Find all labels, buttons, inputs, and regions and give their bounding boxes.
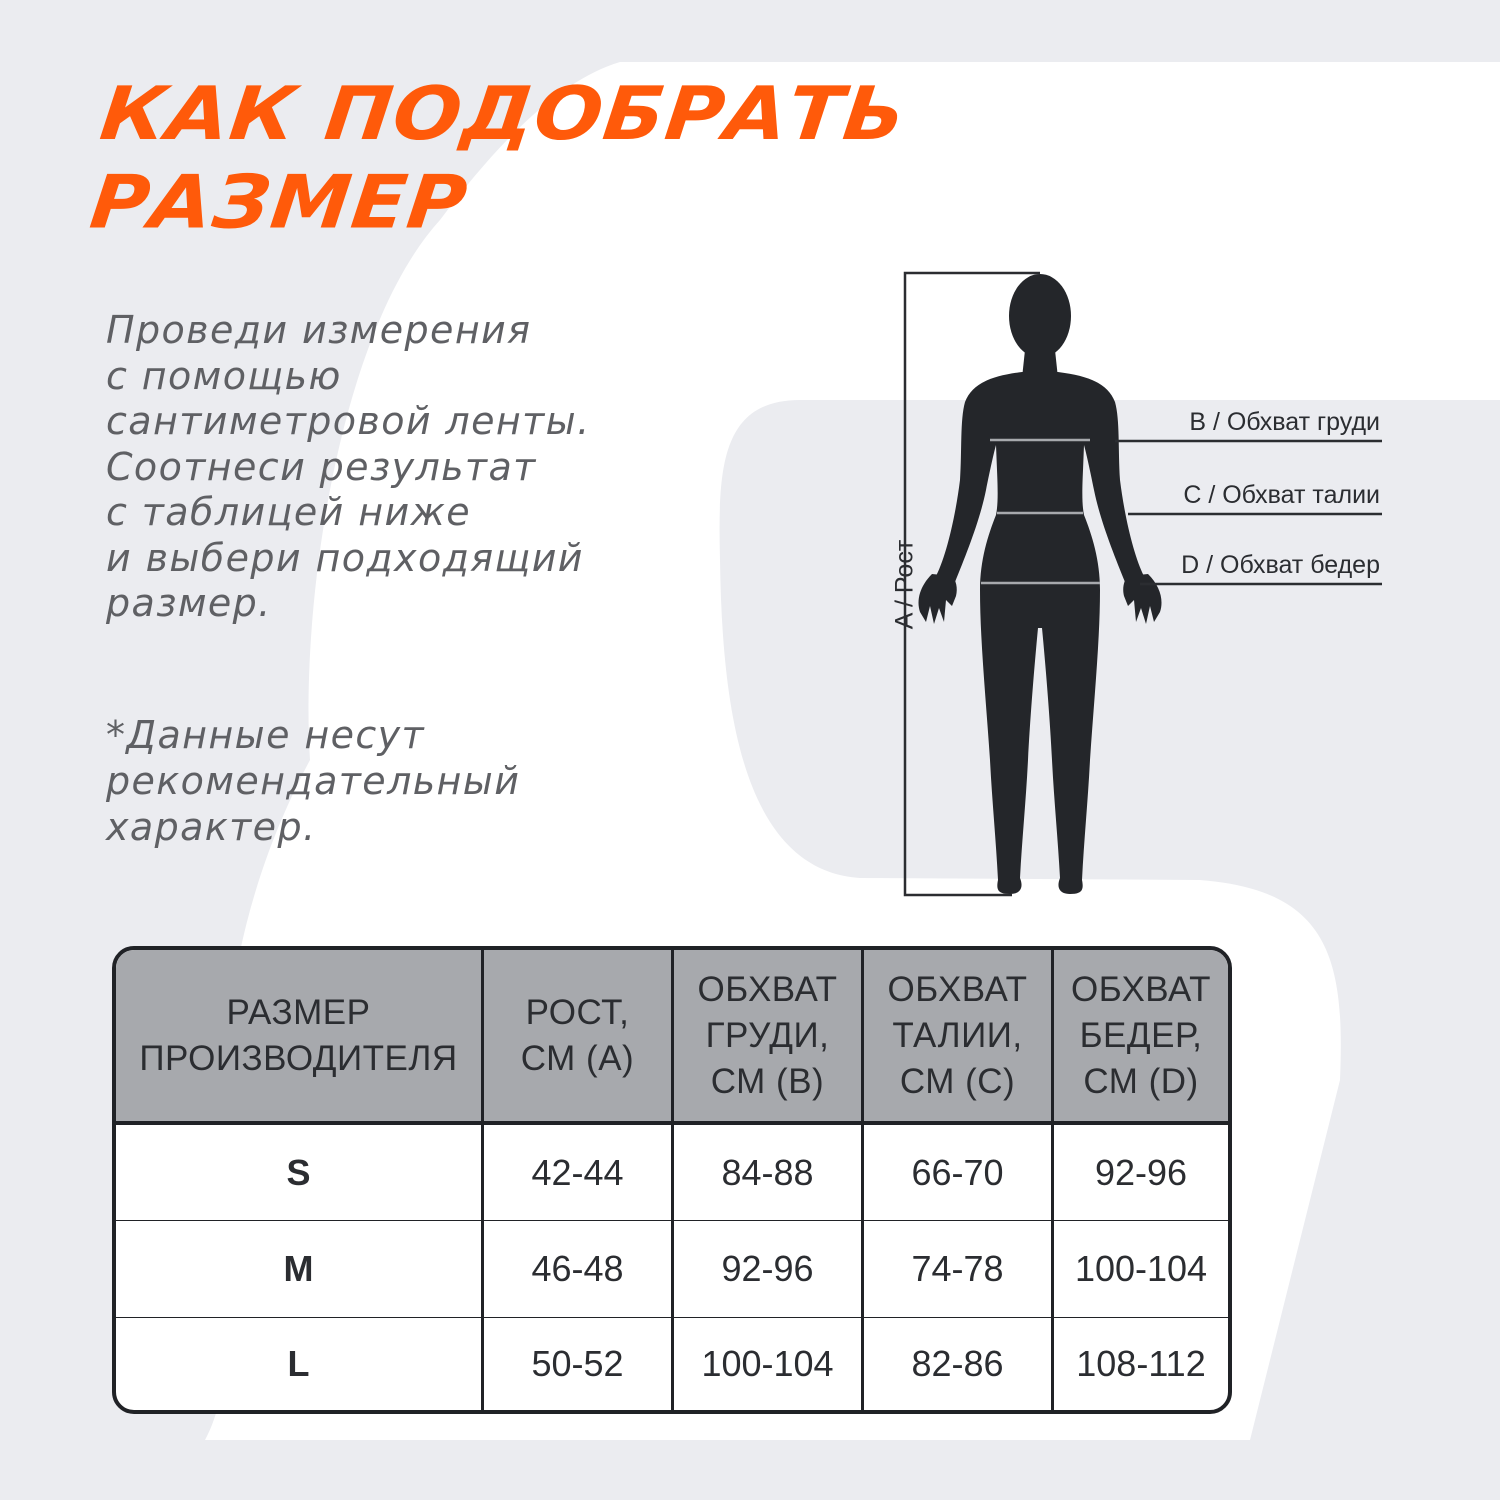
title-line: КАК ПОДОБРАТЬ bbox=[96, 70, 911, 157]
table-cell: 100-104 bbox=[1054, 1221, 1228, 1318]
size-chart-table bbox=[112, 946, 1232, 1414]
waist-label: C / Обхват талии bbox=[1183, 481, 1380, 509]
hips-label: D / Обхват бедер bbox=[1181, 551, 1380, 579]
chest-label: B / Обхват груди bbox=[1189, 408, 1380, 436]
table-cell: 84-88 bbox=[674, 1125, 864, 1221]
table-cell: 50-52 bbox=[484, 1318, 674, 1410]
table-header-cell: ОБХВАТ ТАЛИИ, СМ (C) bbox=[864, 950, 1054, 1125]
disclaimer-line: рекомендательный bbox=[106, 759, 521, 803]
instructions-line: Проведи измерения bbox=[106, 308, 532, 352]
disclaimer-line: характер. bbox=[106, 805, 317, 849]
table-cell: 82-86 bbox=[864, 1318, 1054, 1410]
table-cell: 100-104 bbox=[674, 1318, 864, 1410]
table-cell: 92-96 bbox=[1054, 1125, 1228, 1221]
table-cell: 42-44 bbox=[484, 1125, 674, 1221]
table-header-cell: ОБХВАТ БЕДЕР, СМ (D) bbox=[1054, 950, 1228, 1125]
instructions-line: Соотнеси результат bbox=[106, 444, 537, 489]
table-cell: 74-78 bbox=[864, 1221, 1054, 1318]
table-cell: 66-70 bbox=[864, 1125, 1054, 1221]
table-header-cell: РОСТ, СМ (A) bbox=[484, 950, 674, 1125]
size-name-cell: S bbox=[116, 1125, 484, 1221]
instructions-line: размер. bbox=[106, 581, 272, 625]
instructions-line: с помощью bbox=[106, 353, 342, 398]
instructions-line: сантиметровой ленты. bbox=[106, 399, 591, 443]
table-cell: 46-48 bbox=[484, 1221, 674, 1318]
height-label: A / Рост bbox=[890, 539, 919, 630]
table-cell: 108-112 bbox=[1076, 1343, 1206, 1384]
instructions-line: и выбери подходящий bbox=[106, 535, 584, 580]
size-name-cell: L bbox=[116, 1318, 484, 1410]
size-name-cell: M bbox=[116, 1221, 484, 1318]
table-cell: 92-96 bbox=[674, 1221, 864, 1318]
disclaimer-line: *Данные несут bbox=[106, 713, 426, 757]
title-line: РАЗМЕР bbox=[86, 159, 473, 245]
table-header-cell: ОБХВАТ ГРУДИ, СМ (B) bbox=[674, 950, 864, 1125]
table-header-cell: РАЗМЕР ПРОИЗВОДИТЕЛЯ bbox=[116, 950, 484, 1125]
instructions-line: с таблицей ниже bbox=[106, 490, 471, 534]
